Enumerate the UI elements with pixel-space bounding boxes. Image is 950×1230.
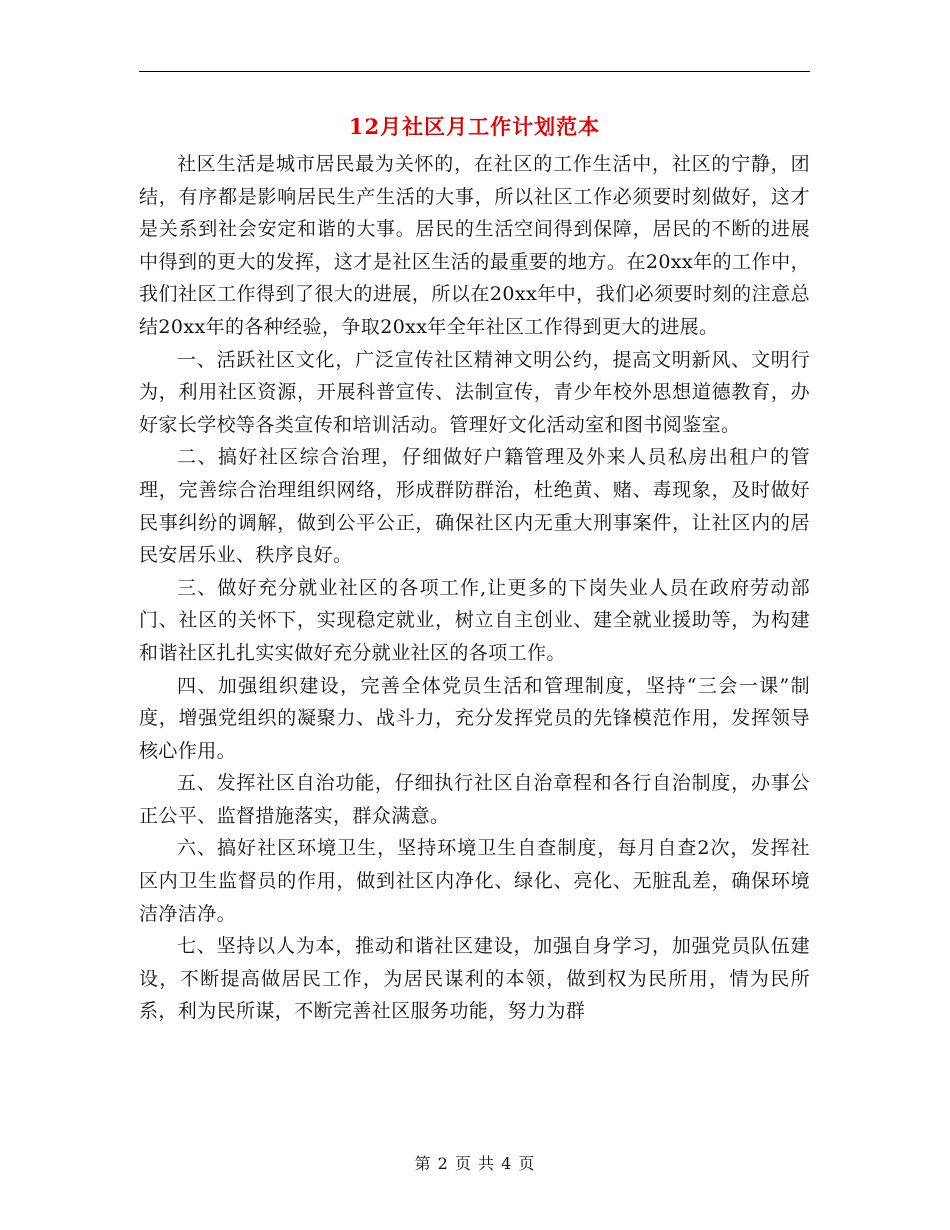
paragraph-item-3: 三、做好充分就业社区的各项工作,让更多的下岗失业人员在政府劳动部门、社区的关怀下，实现稳定就业，树立自主创业、建全就业援助等，为构建和谐社区扎扎实实做好充分就业社区的各项工作。	[139, 576, 810, 664]
paragraph-item-5: 五、发挥社区自治功能，仔细执行社区自治章程和各行自治制度，办事公正公平、监督措施落实，群众满意。	[139, 772, 810, 827]
header-rule	[139, 71, 810, 72]
document-title: 12月社区月工作计划范本	[348, 114, 601, 139]
paragraph-item-2: 二、搞好社区综合治理，仔细做好户籍管理及外来人员私房出租户的管理，完善综合治理组织网络，形成群防群治，杜绝黄、赌、毒现象，及时做好民事纠纷的调解，做到公平公正，确保社区内无重大刑事案件，让社区内的居民安居乐业、秩序良好。	[139, 446, 810, 567]
paragraph-item-6: 六、搞好社区环境卫生，坚持环境卫生自查制度，每月自查2次，发挥社区内卫生监督员的作用，做到社区内净化、绿化、亮化、无脏乱差，确保环境洁净洁净。	[139, 837, 810, 925]
paragraph-intro: 社区生活是城市居民最为关怀的，在社区的工作生活中，社区的宁静，团结，有序都是影响居民生产生活的大事，所以社区工作必须要时刻做好，这才是关系到社会安定和谐的大事。居民的生活空间得到保障，居民的不断的进展中得到的更大的发挥，这才是社区生活的最重要的地方。在20xx年的工作中，我们社区工作得到了很大的进展，所以在20xx年中，我们必须要时刻的注意总结20xx年的各种经验，争取20xx年全年社区工作得到更大的进展。	[139, 153, 810, 338]
paragraph-item-4: 四、加强组织建设，完善全体党员生活和管理制度，坚持“三会一课”制度，增强党组织的凝聚力、战斗力，充分发挥党员的先锋模范作用，发挥领导核心作用。	[139, 674, 810, 762]
document-body	[139, 148, 810, 1028]
page-number: 第 2 页 共 4 页	[414, 1154, 536, 1173]
paragraph-item-1: 一、活跃社区文化，广泛宣传社区精神文明公约，提高文明新风、文明行为，利用社区资源，开展科普宣传、法制宣传，青少年校外思想道德教育，办好家长学校等各类宣传和培训活动。管理好文化活动室和图书阅鉴室。	[139, 348, 810, 436]
paragraph-item-7: 七、坚持以人为本，推动和谐社区建设，加强自身学习，加强党员队伍建设，不断提高做居民工作，为居民谋利的本领，做到权为民所用，情为民所系，利为民所谋，不断完善社区服务功能，努力为群	[139, 935, 810, 1023]
